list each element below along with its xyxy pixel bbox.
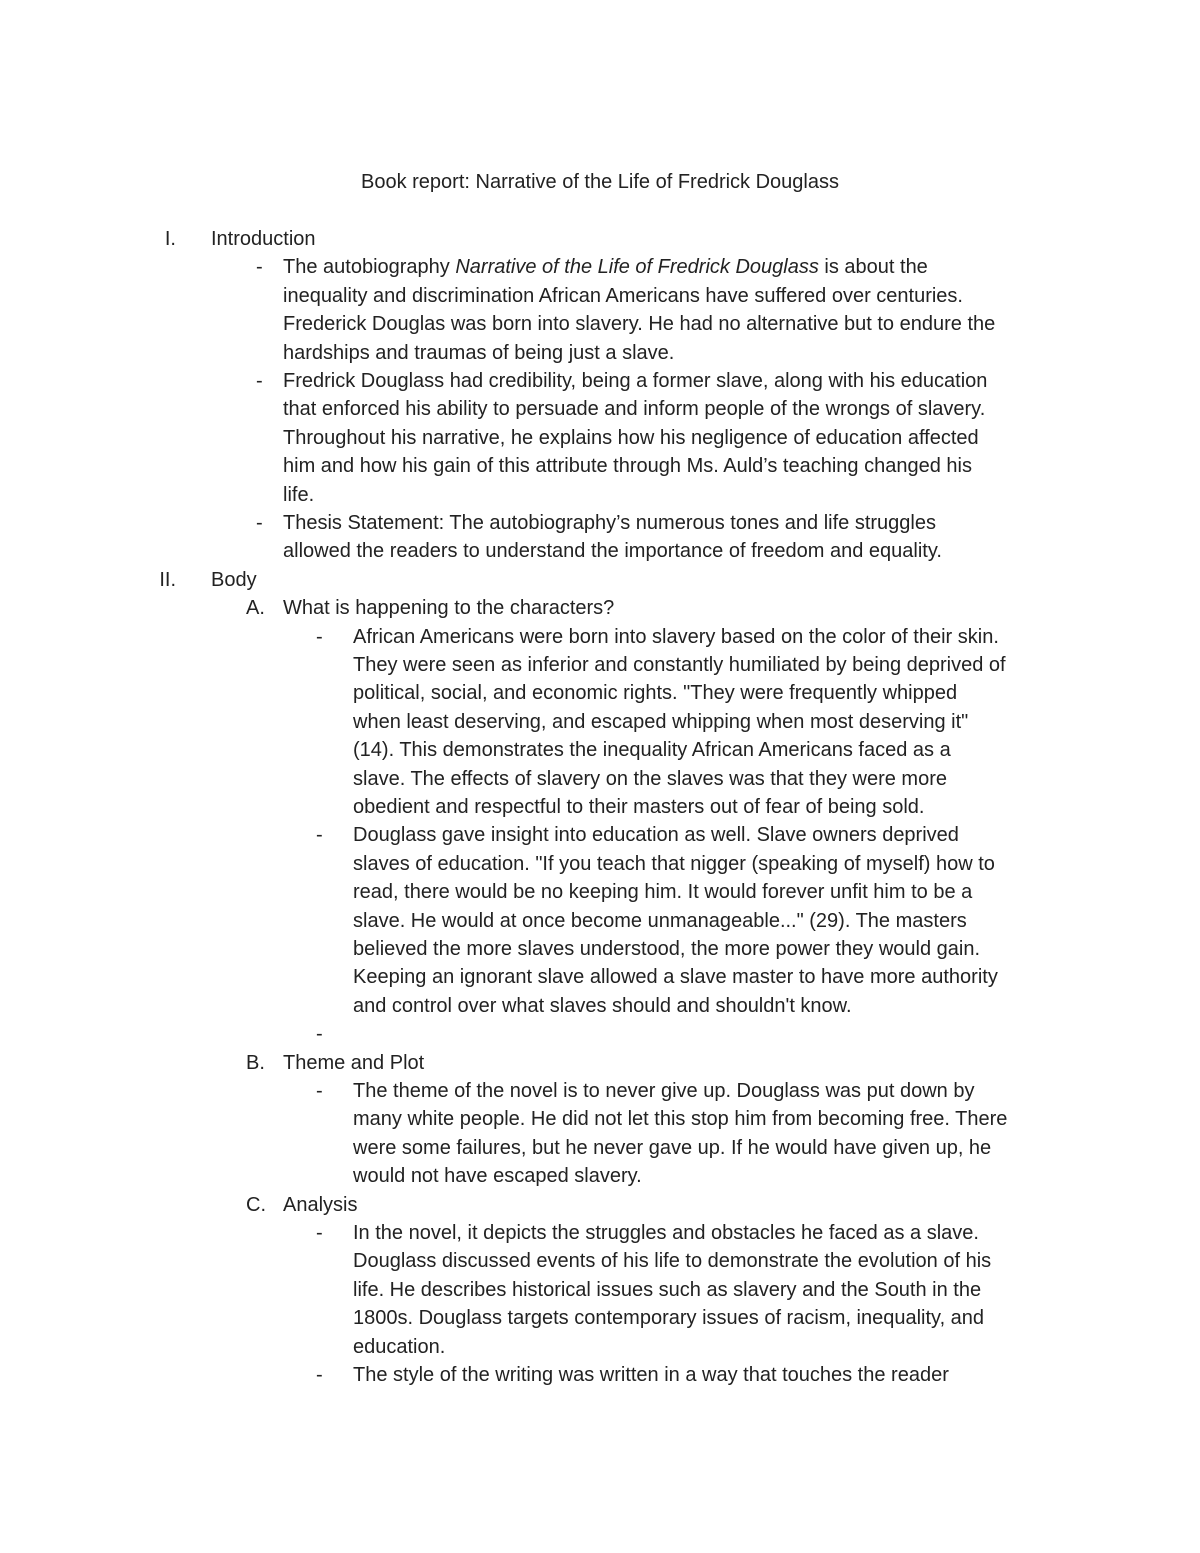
bullet-line: inequality and discrimination African Americans have suffered over centuries.: [283, 284, 963, 307]
bullet-line: and control over what slaves should and shouldn't know.: [353, 994, 852, 1017]
bullet-line: They were seen as inferior and constantly humiliated by being deprived of: [353, 654, 1006, 676]
subsection-heading: Theme and Plot: [283, 1051, 425, 1074]
bullet-line: allowed the readers to understand the importance of freedom and equality.: [283, 540, 942, 563]
bullet-dash: -: [316, 824, 323, 847]
bullet-line: were some failures, but he never gave up. If he would have given up, he: [353, 1136, 992, 1159]
bullet-line: The theme of the novel is to never give up. Douglass was put down by: [353, 1080, 975, 1102]
text-run: The autobiography: [283, 256, 456, 279]
bullet-line: slave. The effects of slavery on the slaves was that they were more: [353, 767, 947, 790]
bullet-dash: -: [316, 625, 323, 648]
subsection-marker: B.: [246, 1051, 265, 1074]
bullet-line: when least deserving, and escaped whipping when most deserving it": [353, 710, 969, 733]
bullet-dash: -: [256, 370, 263, 392]
bullet-line: education.: [353, 1335, 446, 1358]
bullet-dash: -: [316, 1080, 323, 1102]
bullet-line: slave. He would at once become unmanageable..." (29). The masters: [353, 909, 967, 932]
bullet-dash: -: [316, 1222, 323, 1244]
bullet-dash: -: [256, 256, 263, 279]
bullet-line: (14). This demonstrates the inequality African Americans faced as a: [353, 739, 951, 762]
bullet-dash: -: [316, 1364, 323, 1386]
bullet-dash: -: [256, 512, 263, 534]
section-marker: I.: [164, 228, 176, 250]
bullet-line: Throughout his narrative, he explains how his negligence of education affected: [283, 426, 979, 449]
section-marker: II.: [159, 568, 176, 591]
bullet-line: many white people. He did not let this stop him from becoming free. There: [353, 1108, 1008, 1131]
bullet-line: In the novel, it depicts the struggles and obstacles he faced as a slave.: [353, 1222, 979, 1244]
bullet-line: obedient and respectful to their masters out of fear of being sold.: [353, 796, 925, 818]
bullet-line: that enforced his ability to persuade and inform people of the wrongs of slavery.: [283, 398, 986, 421]
bullet-line: Thesis Statement: The autobiography’s numerous tones and life struggles: [283, 512, 936, 534]
bullet-line: Keeping an ignorant slave allowed a slave master to have more authority: [353, 966, 998, 989]
section-heading: Introduction: [211, 228, 316, 250]
bullet-line: Fredrick Douglass had credibility, being a former slave, along with his education: [283, 370, 988, 392]
bullet-line: African Americans were born into slavery based on the color of their skin.: [353, 625, 999, 648]
bullet-line: believed the more slaves understood, the more power they would gain.: [353, 938, 981, 960]
bullet-line: Frederick Douglas was born into slavery. He had no alternative but to endure the: [283, 313, 996, 336]
bullet-line: Douglass discussed events of his life to demonstrate the evolution of his: [353, 1250, 992, 1273]
bullet-line: hardships and traumas of being just a slave.: [283, 341, 675, 364]
subsection-marker: C.: [246, 1193, 266, 1216]
bullet-line: him and how his gain of this attribute through Ms. Auld’s teaching changed his: [283, 455, 972, 478]
bullet-line: Douglass gave insight into education as well. Slave owners deprived: [353, 824, 959, 847]
page-title: Book report: Narrative of the Life of Fredrick Douglass: [361, 171, 839, 193]
text-run: is about the: [818, 256, 928, 279]
bullet-line: [283, 253, 928, 281]
bullet-line: life. He describes historical issues such as slavery and the South in the: [353, 1278, 982, 1301]
section-heading: Body: [211, 568, 257, 591]
bullet-line: 1800s. Douglass targets contemporary issues of racism, inequality, and: [353, 1307, 985, 1330]
subsection-heading: What is happening to the characters?: [283, 597, 615, 620]
bullet-line: read, there would be no keeping him. It would forever unfit him to be a: [353, 881, 973, 904]
book-title-italic: Narrative of the Life of Fredrick Douglass: [455, 256, 819, 279]
bullet-line: political, social, and economic rights. "They were frequently whipped: [353, 682, 958, 705]
subsection-marker: A.: [246, 597, 265, 620]
subsection-heading: Analysis: [283, 1193, 358, 1216]
bullet-line: The style of the writing was written in a way that touches the reader: [353, 1364, 949, 1386]
bullet-line: life.: [283, 483, 315, 506]
bullet-line: slaves of education. "If you teach that nigger (speaking of myself) how to: [353, 852, 995, 875]
bullet-dash: -: [316, 1023, 323, 1046]
bullet-line: would not have escaped slavery.: [353, 1165, 642, 1188]
